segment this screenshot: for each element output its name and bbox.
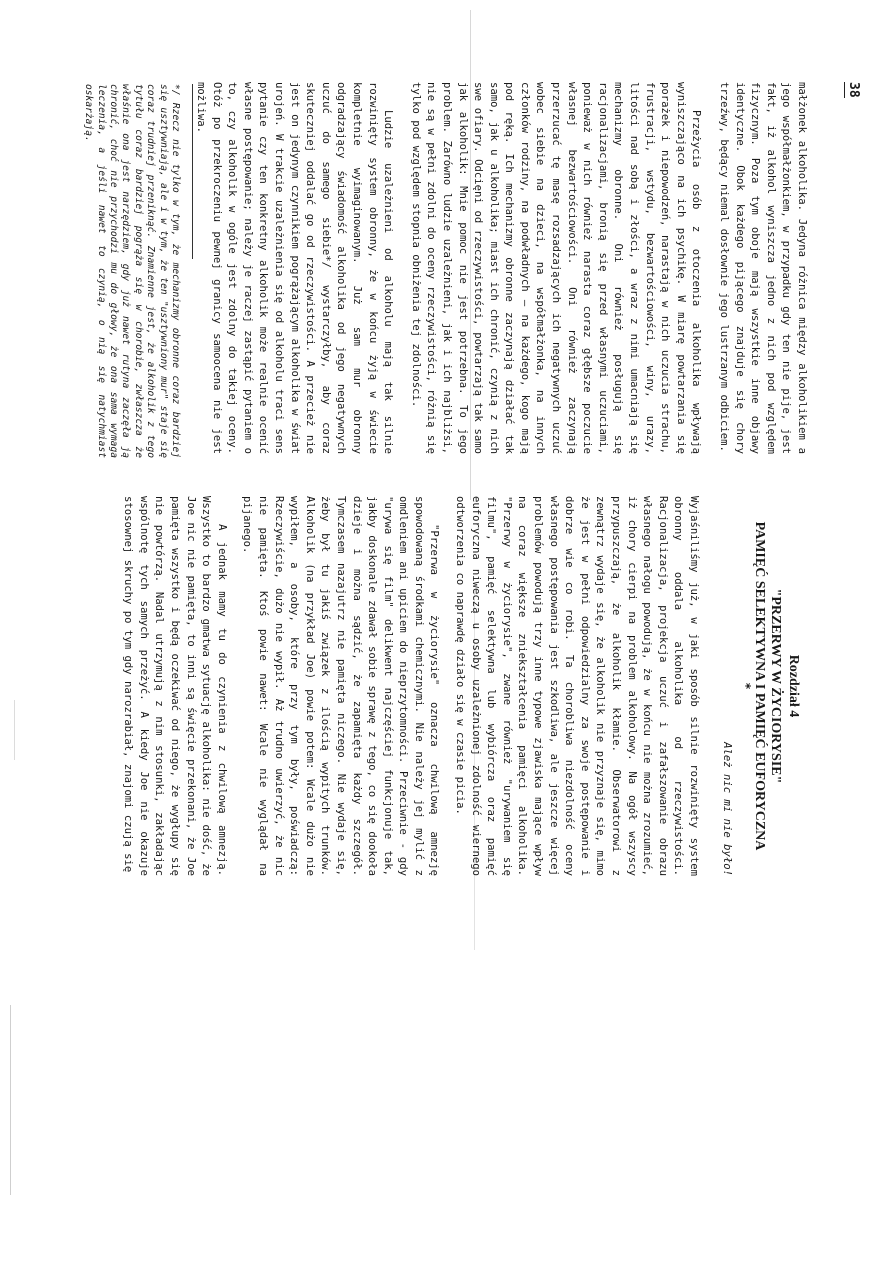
footnote: */ Rzecz nie tylko w tym, że mechanizmy obronne coraz bardziej się usztywniają, ale i w tym, że ten "usztywniony mur" staje się coraz trudniej przeniknąć. Znamienne jest, że alkoholik z tego tytułu coraz bardziej pogrąża się w chorobie, zwłaszcza że właśnie ona jest narzędziem, gdy już nawet rutyna zaczęła ją chronić, choć nie przychodzi mu do głowy, że ona sama wymaga leczenia, a jeśli nawet to czynią, o nią się natychmiast oskarżają. [83, 84, 181, 458]
chapter-star: * [739, 682, 753, 690]
chapter-title-line: PAMIĘĆ SELEKTYWNA I PAMIĘĆ EUFORYCZNA [752, 521, 767, 851]
chapter-title-line: "PRZERWY W ŻYCIORYSIE" [768, 588, 783, 784]
page-number: 38 [846, 82, 861, 98]
chapter-title [751, 496, 783, 876]
right-column [120, 496, 701, 876]
footnote-divider [192, 84, 193, 259]
paragraph: "Przerwa w życiorysie" oznacza chwilową amnezję spowodowaną środkami chemicznymi. Nie należy jej mylić z omdleniem ani upiciem do nieprzytomności. Przeciwnie - gdy "urywa się film" delikwent najczęściej funkcjonuje tak, jakby doskonale zdawał sobie sprawę z tego, co się dookoła dzieje i można sądzić, że zapamięta każdy szczegół. Tymczasem nazajutrz nie pamięta niczego. Nie wydaje się, żeby był tu jakiś związek z ilością wypitych trunków. Alkoholik (na przykład Joe) powie potem: Wcale dużo nie wypiłem, a osoby, które przy tym były, poświadczą: Rzeczywiście, dużo nie wypił. Aż trudno uwierzyć, że nic nie pamięta. Ktoś powie nawet: Wcale nie wyglądał na pijanego. [241, 496, 441, 876]
paragraph: Wyjaśniliśmy już, w jaki sposób silnie rozwinięty system obronny oddala alkoholika od rzeczywistości. Racjonalizacja, projekcja uczuć i zafałszowanie obrazu własnego nałogu powodują, że w końcu nie można zrozumieć, iż chory cierpi na problem alkoholowy. Na ogół wszyscy przypuszczają, że alkoholik kłamie. Obserwatorowi z zewnątrz wydaje się, że alkoholik nie przyznaje się, mimo że jest w pełni odpowiedzialny za swoje postępowanie i dobrze wie co robi. Ta chorobliwa niezdolność oceny własnego postępowania jest szkodliwa, ale jeszcze więcej problemów powodują trzy inne typowe zjawiska mające wpływ na coraz większe zniekształcenia pamięci alkoholika. "Przerwy w życiorysie", zwane również "urywaniem się filmu", pamięć selektywna lub wybiórcza oraz pamięć euforyczna niweczą u osoby uzależnionej zdolność wiernego odtworzenia co naprawdę działo się w czasie picia. [454, 496, 700, 876]
left-column [192, 82, 809, 454]
paragraph: Przeżycia osób z otoczenia alkoholika wpływają wyniszczająco na ich psychikę. W miarę powtarzania się porażek i niepowodzeń, narastają w nich uczucia strachu, frustracji, wstydu, bezwartościowości, winy, urazy, litości nad sobą i złości, a wraz z nimi umacniają się mechanizmy obronne. Oni również posługują się racjonalizacjami, bronią się przed własnymi uczuciami, ponieważ w nich również narasta coraz głębsze poczucie własnej bezwartościowości. Oni również zaczynają przerzucać tę masę rozsadzających ich negatywnych uczuć wobec siebie na dzieci, na współmałżonka, na innych członków rodziny, na podwładnych — na każdego, kogo mają pod ręką. Ich mechanizmy obronne zaczynają działać tak samo, jak u alkoholika; miast ich chronić, czynią z nich swe ofiary. Odcięni od rzeczywistości, powtarzają tak samo jak alkoholik: Mnie pomoc nie jest potrzebna. To jego problem. Zarówno ludzie uzależnieni, jak i ich najbliżsi, nie są w pełni zdolni do oceny rzeczywistości, różnią się tylko pod względem stopnia obniżenia tej zdolności. [409, 82, 703, 454]
paragraph: Ludzie uzależnieni od alkoholu mają tak silnie rozwinięty system obronny, że w końcu żyją w świecie kompletnie wyimaginowanym. Już sam mur obronny odgradzający świadomość alkoholika od jego negatywnych uczuć do samego siebie*/ wystarczyłby, aby coraz skuteczniej oddalać go od rzeczywistości. A przecież nie jest on jedynym czynnikiem pogrążającym alkoholika w świat urojeń. W trakcie uzależnienia się od alkoholu traci sens pytanie czy ten konkretny alkoholik może realnie ocenić własne postępowanie; należy je raczej zastąpić pytaniem o to, czy alkoholik w ogóle jest zdolny do takiej oceny. Otóż po przekroczeniu pewnej granicy samoocena nie jest możliwa. [195, 82, 395, 454]
chapter-label: Rozdział 4 [786, 654, 801, 718]
paragraph: małżonek alkoholika. Jedyna różnica między alkoholikiem a jego współmałżonkiem, w przypadku gdy ten nie pije, jest fakt, iż alkohol wyniszcza jedno z nich pod względem fizycznym. Poza tym oboje mają wszystkie inne objawy identyczne. Obok każdego pijącego znajduje się chory trzeźwy, będący niemal dosłownie jego lustrzanym odbiciem. [718, 82, 808, 454]
epigraph: Ależ nic mi nie było! [721, 742, 733, 876]
paragraph: A jednak mamy tu do czynienia z chwilową amnezją. Wszystko to bardzo gmatwa sytuację alkoholika: nie dość, że Joe nic nie pamięta, to inni są święcie przekonani, że Joe pamięta wszystko i będą oczekiwać od niego, że wygłupy się nie powtórzą. Nadal utrzymują z nim stosunki, zakładając wspólnotę tych samych przeżyć. A kiedy Joe nie okazuje stosownej skruchy po tym gdy narozrabiał, znajomi czują się [122, 496, 228, 876]
